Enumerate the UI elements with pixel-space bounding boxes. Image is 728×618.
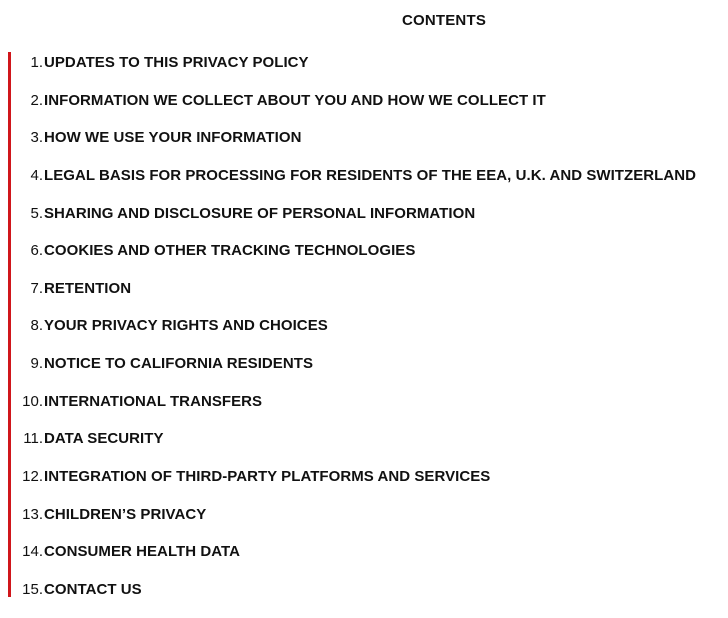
toc-link-sharing-disclosure[interactable]: SHARING AND DISCLOSURE OF PERSONAL INFORMATION — [44, 204, 476, 222]
toc-item-number: 8. — [30, 317, 43, 335]
toc-item-number: 3. — [30, 129, 43, 147]
toc-link-consumer-health-data[interactable]: CONSUMER HEALTH DATA — [44, 543, 240, 561]
toc-item-number: 14. — [22, 543, 43, 561]
toc-item-number: 4. — [30, 166, 43, 184]
toc-item-number: 2. — [30, 91, 43, 109]
toc-link-data-security[interactable]: DATA SECURITY — [44, 430, 164, 448]
toc-link-how-we-use[interactable]: HOW WE USE YOUR INFORMATION — [44, 129, 302, 147]
toc-item — [0, 316, 728, 354]
toc-item — [0, 128, 728, 166]
toc-item — [0, 467, 728, 505]
toc-item — [0, 53, 728, 91]
toc-item — [0, 354, 728, 392]
toc-item — [0, 166, 728, 204]
toc-item — [0, 505, 728, 543]
toc-link-legal-basis[interactable]: LEGAL BASIS FOR PROCESSING FOR RESIDENTS OF THE EEA, U.K. AND SWITZERLAND — [44, 166, 697, 184]
toc-item — [0, 392, 728, 430]
toc-item — [0, 204, 728, 242]
toc-item-number: 10. — [22, 392, 43, 410]
toc-link-cookies[interactable]: COOKIES AND OTHER TRACKING TECHNOLOGIES — [44, 242, 416, 260]
toc-item-number: 13. — [22, 505, 43, 523]
table-of-contents — [0, 53, 728, 618]
toc-link-california-notice[interactable]: NOTICE TO CALIFORNIA RESIDENTS — [44, 355, 314, 373]
toc-item — [0, 279, 728, 317]
toc-link-retention[interactable]: RETENTION — [44, 279, 132, 297]
toc-item-number: 1. — [30, 54, 43, 71]
toc-link-privacy-rights[interactable]: YOUR PRIVACY RIGHTS AND CHOICES — [44, 317, 328, 335]
toc-item — [0, 429, 728, 467]
toc-link-information-we-collect[interactable]: INFORMATION WE COLLECT ABOUT YOU AND HOW WE COLLECT IT — [44, 91, 546, 109]
toc-item-number: 7. — [30, 279, 43, 297]
toc-link-international-transfers[interactable]: INTERNATIONAL TRANSFERS — [44, 392, 263, 410]
toc-item — [0, 542, 728, 580]
toc-item — [0, 91, 728, 129]
toc-item-number: 11. — [23, 430, 43, 448]
toc-item-number: 12. — [22, 468, 43, 486]
toc-item-number: 9. — [30, 355, 43, 373]
toc-link-childrens-privacy[interactable]: CHILDREN’S PRIVACY — [44, 505, 207, 523]
toc-link-updates[interactable]: UPDATES TO THIS PRIVACY POLICY — [44, 54, 309, 71]
toc-link-contact-us[interactable]: CONTACT US — [44, 580, 142, 598]
toc-item-number: 6. — [30, 242, 43, 260]
toc-item-number: 15. — [22, 580, 43, 598]
toc-link-third-party-integration[interactable]: INTEGRATION OF THIRD-PARTY PLATFORMS AND SERVICES — [44, 468, 491, 486]
toc-item — [0, 241, 728, 279]
page-title: CONTENTS — [401, 12, 487, 29]
toc-item — [0, 580, 728, 618]
toc-item-number: 5. — [30, 204, 43, 222]
